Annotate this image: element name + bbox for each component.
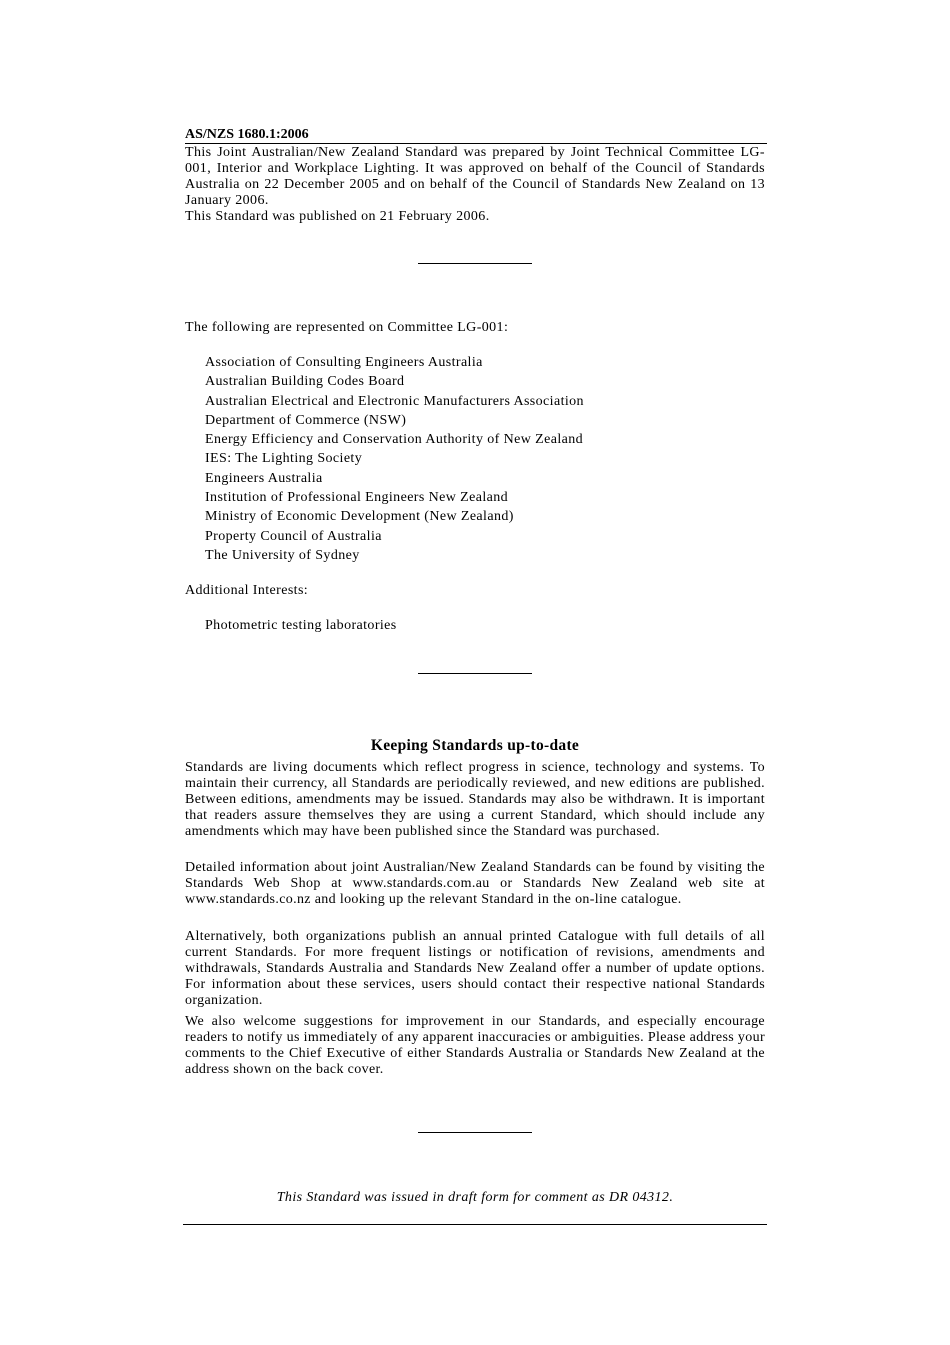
committee-member: Australian Building Codes Board [205, 374, 405, 390]
committee-member: Department of Commerce (NSW) [205, 412, 407, 428]
committee-member: Association of Consulting Engineers Australia [205, 355, 483, 370]
committee-member-list [205, 354, 584, 566]
committee-intro: The following are represented on Committee LG-001: [185, 320, 509, 335]
committee-member: Engineers Australia [205, 470, 323, 486]
committee-member: Energy Efficiency and Conservation Authority of New Zealand [205, 432, 584, 448]
additional-interests-list [205, 617, 397, 635]
keeping-paragraph: Standards are living documents which reflect progress in science, technology and systems. To maintain their currency, all Standards are periodically reviewed, and new editions are published. Between editions, amendments may be issued. Standards may also be withdrawn. It is important that readers assure themselves they are using a current Standard, which should include any amendments which may have been published since the Standard was purchased. [185, 760, 765, 839]
preparation-statement: This Joint Australian/New Zealand Standard was prepared by Joint Technical Committee LG-001, Interior and Workplace Lighting. It was approved on behalf of the Council of Standards Australia on 22 December 2005 and on behalf of the Council of Standards New Zealand on 13 January 2006. [185, 145, 765, 208]
committee-member: The University of Sydney [205, 547, 360, 563]
keeping-paragraph: Alternatively, both organizations publish an annual printed Catalogue with full details of all current Standards. For more frequent listings or notification of revisions, amendments and withdrawals, Standards Australia and Standards New Zealand offer a number of update options. For information about these services, users should contact their respective national Standards organization. [185, 929, 765, 1008]
section-divider [418, 263, 532, 264]
standard-code: AS/NZS 1680.1:2006 [185, 127, 309, 142]
keeping-paragraph: Detailed information about joint Australian/New Zealand Standards can be found by visiting the Standards Web Shop at www.standards.com.au or Standards New Zealand web site at www.standards.co.nz and looking up the relevant Standard in the on-line catalogue. [185, 860, 765, 907]
section-divider [418, 1132, 532, 1133]
keeping-paragraph: We also welcome suggestions for improvement in our Standards, and especially encourage readers to notify us immediately of any apparent inaccuracies or ambiguities. Please address your comments to the Chief Executive of either Standards Australia or Standards New Zealand at the address shown on the back cover. [185, 1014, 765, 1077]
additional-interests-label: Additional Interests: [185, 583, 309, 598]
additional-interest: Photometric testing laboratories [205, 618, 397, 633]
header-divider [185, 143, 767, 144]
section-divider [418, 673, 532, 674]
footer-divider [183, 1224, 767, 1225]
committee-member: Ministry of Economic Development (New Zealand) [205, 509, 514, 525]
committee-member: Institution of Professional Engineers New Zealand [205, 490, 509, 506]
draft-note: This Standard was issued in draft form for comment as DR 04312. [276, 1190, 674, 1205]
committee-member: Australian Electrical and Electronic Manufacturers Association [205, 393, 584, 409]
publication-date-statement: This Standard was published on 21 February 2006. [185, 209, 490, 224]
committee-member: Property Council of Australia [205, 528, 382, 544]
committee-member: IES: The Lighting Society [205, 451, 363, 467]
keeping-standards-heading: Keeping Standards up-to-date [370, 737, 580, 754]
